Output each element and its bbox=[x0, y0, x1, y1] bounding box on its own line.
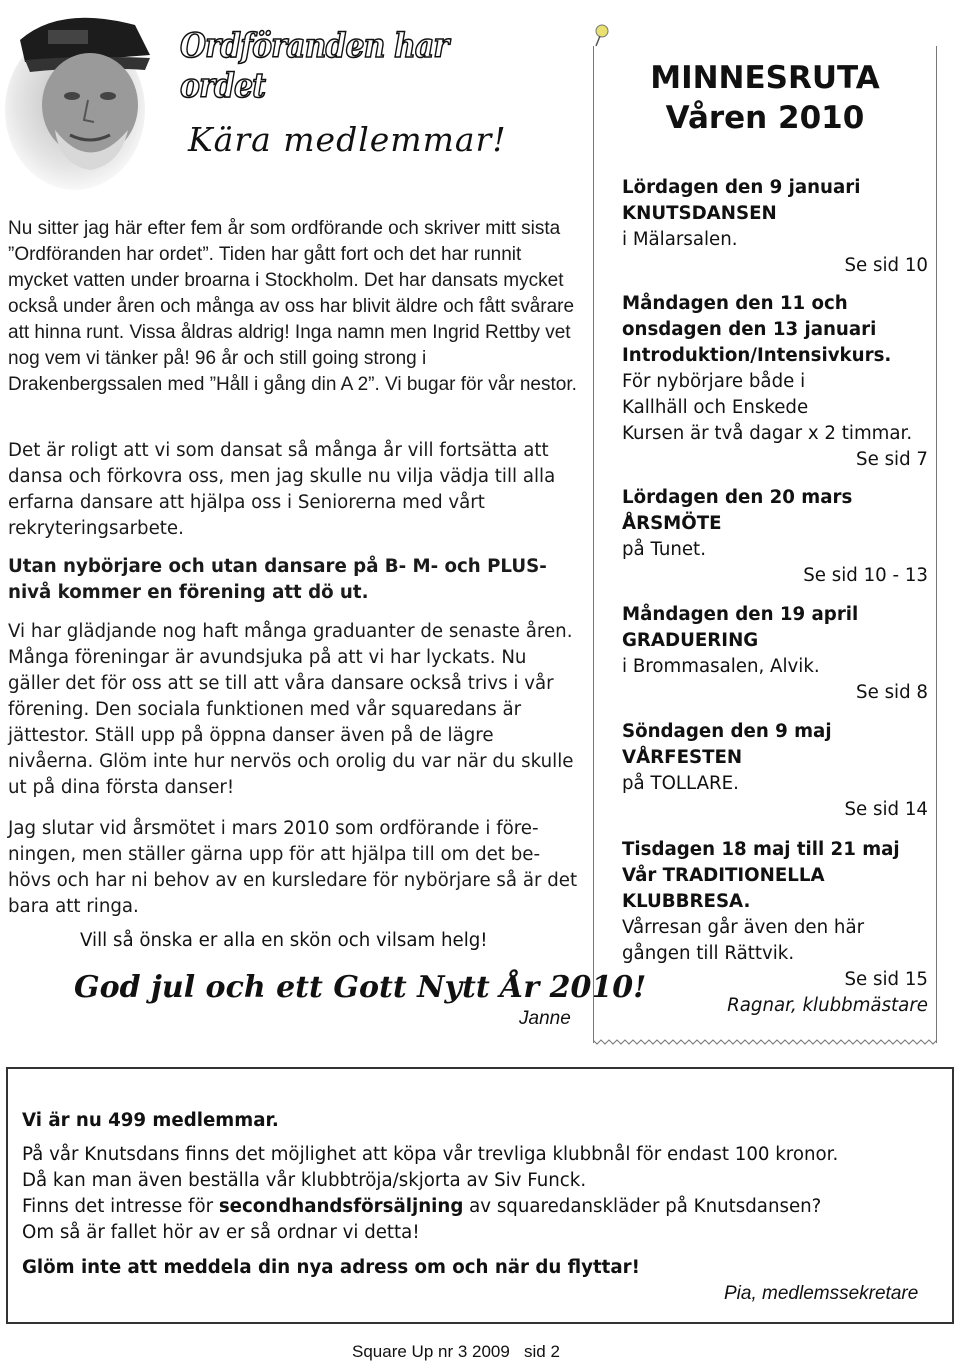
page-reference: Se sid 15 bbox=[844, 969, 928, 990]
info-signature: Pia, medlemssekretare bbox=[724, 1283, 919, 1304]
memo-entry: Tisdagen 18 maj till 21 maj Vår TRADITIONELLA KLUBBRESA. Vårresan går även den här gången till Rättvik. Se sid 15 Ragnar, klubbmästare bbox=[622, 837, 932, 1019]
memo-zigzag-edge bbox=[593, 1036, 937, 1050]
page-footer: Square Up nr 3 2009 sid 2 bbox=[352, 1342, 560, 1361]
column-title: Ordföranden har ordet bbox=[180, 26, 449, 106]
page-reference: Se sid 14 bbox=[844, 799, 928, 820]
page-reference: Se sid 8 bbox=[856, 682, 928, 703]
page-reference: Se sid 10 bbox=[844, 255, 928, 276]
letter-paragraph: Vi har glädjande nog haft många graduanter de senaste åren. Många föreningar är avundsjuka på att vi har lyckats. Nu gäller det för oss att se till att våra dansare också trivs i vår förening. Den sociala funktionen med vår squaredans är jättestor. Ställ upp på öppna danser även på de lägre nivåerna. Glöm inte hur nervös och orolig du var när du skulle ut på dina första danser! bbox=[8, 621, 574, 798]
letter-signature: Janne bbox=[519, 1008, 571, 1029]
chairman-portrait bbox=[0, 0, 180, 190]
letter-paragraph: Jag slutar vid årsmötet i mars 2010 som ordförande i före-ningen, men ställer gärna upp för att hjälpa till om det be-hövs och har ni behov av en kursledare för nybörjare så är det bara att ringa. bbox=[8, 818, 578, 917]
member-count: Vi är nu 499 medlemmar. bbox=[22, 1110, 279, 1131]
letter-emphasis: Utan nybörjare och utan dansare på B- M- och PLUS-nivå kommer en förening att dö ut. bbox=[8, 556, 547, 603]
memo-title: MINNESRUTA Våren 2010 bbox=[650, 60, 880, 136]
memo-entry: Måndagen den 19 april GRADUERING i Brommasalen, Alvik. Se sid 8 bbox=[622, 602, 932, 706]
page-reference: Se sid 7 bbox=[856, 449, 928, 470]
member-info-text: Vi är nu 499 medlemmar. På vår Knutsdans finns det möjlighet att köpa vår trevliga klubbnål för endast 100 kronor. Då kan man även beställa vår klubbtröja/skjorta av Siv Funck. Finns det intresse för secondhandsförsäljning av squaredanskläder på Knutsdansen? Om så är fallet hör av er så ordnar vi detta! bbox=[22, 1108, 942, 1246]
memo-entry: Måndagen den 11 och onsdagen den 13 januari Introduktion/Intensivkurs. För nybörjare både i Kallhäll och Enskede Kursen är två dagar x 2 timmar. Se sid 7 bbox=[622, 291, 932, 473]
letter-paragraph: Nu sitter jag här efter fem år som ordförande och skriver mitt sista ”Ordföranden har ordet”. Tiden har gått fort och det har runnit mycket vatten under broarna i Stockholm. Det har dansats mycket också under åren och många av oss har blivit äldre och fått svårare att hinna runt. Vissa åldras aldrig! Inga namn men Ingrid Rettby vet nog vem vi tänker på! 96 år och still going strong i Drakenbergssalen med ”Håll i gång din A 2”. Vi bugar för vår nestor. bbox=[8, 218, 577, 395]
pushpin-icon bbox=[590, 22, 614, 48]
memo-signature: Ragnar, klubbmästare bbox=[727, 995, 928, 1016]
holiday-greeting: God jul och ett Gott Nytt År 2010! bbox=[74, 970, 647, 1005]
letter-closing: Vill så önska er alla en skön och vilsam helg! bbox=[80, 930, 488, 951]
memo-entry: Söndagen den 9 maj VÅRFESTEN på TOLLARE. Se sid 14 bbox=[622, 719, 932, 823]
address-reminder: Glöm inte att meddela din nya adress om och när du flyttar! bbox=[22, 1257, 640, 1278]
greeting: Kära medlemmar! bbox=[188, 120, 507, 159]
memo-entry: Lördagen den 20 mars ÅRSMÖTE på Tunet. Se sid 10 - 13 bbox=[622, 485, 932, 589]
letter-paragraph: Det är roligt att vi som dansat så många år vill fortsätta att dansa och förkovra oss, men jag skulle nu vilja vädja till alla erfarna dansare att hjälpa oss i Seniorerna med vårt rekryteringsarbete. bbox=[8, 440, 556, 539]
memo-entry: Lördagen den 9 januari KNUTSDANSEN i Mälarsalen. Se sid 10 bbox=[622, 175, 932, 279]
page-reference: Se sid 10 - 13 bbox=[803, 565, 928, 586]
